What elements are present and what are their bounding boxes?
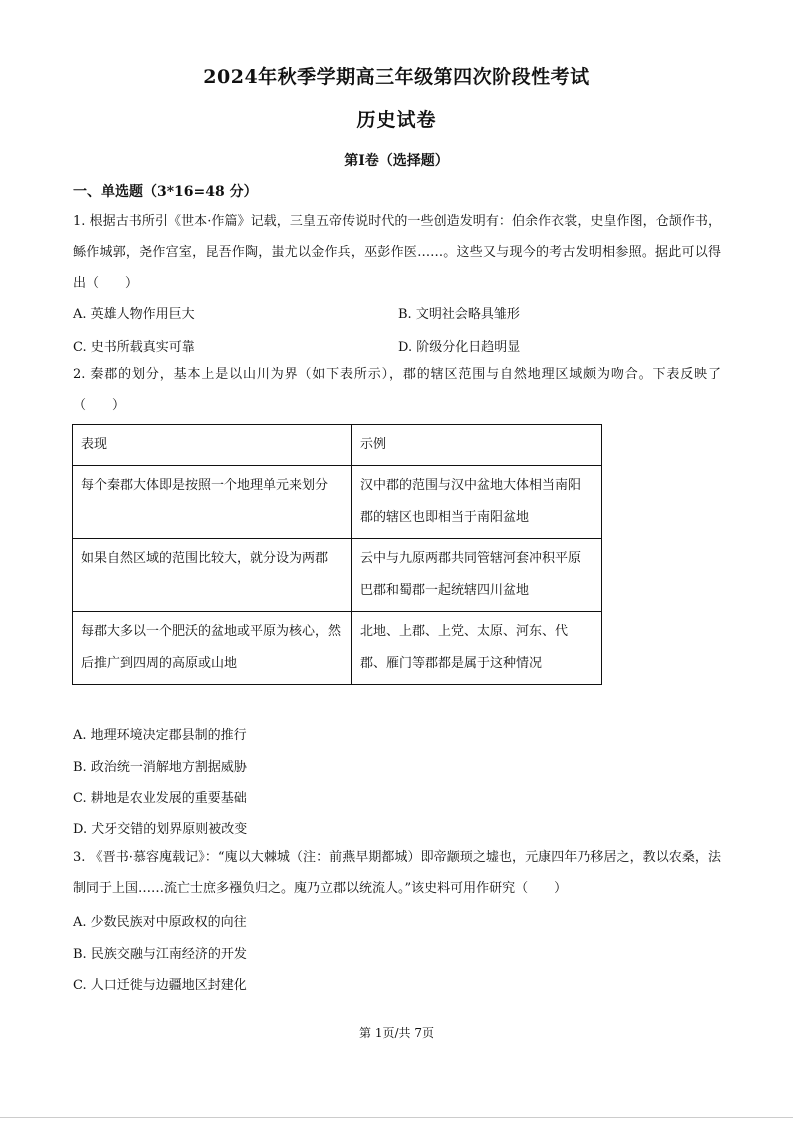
table-header-row <box>73 425 602 466</box>
page-number: 第 1页/共 7页 <box>359 1026 434 1040</box>
question-2-table <box>72 424 602 685</box>
part-heading: 一、单选题（3*16=48 分） <box>73 184 258 200</box>
section-title: 第Ⅰ卷（选择题） <box>344 153 449 169</box>
table-cell: 云中与九原两郡共同管辖河套冲积平原巴郡和蜀郡一起统辖四川盆地 <box>352 539 602 612</box>
question-2-stem: 2. 秦郡的划分，基本上是以山川为界（如下表所示），郡的辖区范围与自然地理区域颇为吻合。下表反映了（ ） <box>73 367 721 413</box>
question-1-option-d[interactable]: D. 阶级分化日趋明显 <box>398 340 521 355</box>
question-1-option-a[interactable]: A. 英雄人物作用巨大 <box>73 307 195 322</box>
table-cell: 每郡大多以一个肥沃的盆地或平原为核心，然后推广到四周的高原或山地 <box>73 612 352 685</box>
question-2-option-a[interactable]: A. 地理环境决定郡县制的推行 <box>73 728 247 743</box>
table-row <box>73 539 602 612</box>
table-header-cell: 示例 <box>352 425 602 466</box>
table-header-cell: 表现 <box>73 425 352 466</box>
question-2-option-b[interactable]: B. 政治统一消解地方割据威胁 <box>73 760 247 775</box>
question-3-option-b[interactable]: B. 民族交融与江南经济的开发 <box>73 947 247 962</box>
table-cell: 汉中郡的范围与汉中盆地大体相当南阳郡的辖区也即相当于南阳盆地 <box>352 466 602 539</box>
table-cell: 每个秦郡大体即是按照一个地理单元来划分 <box>73 466 352 539</box>
table-cell: 如果自然区域的范围比较大，就分设为两郡 <box>73 539 352 612</box>
question-3-stem: 3. 《晋书·慕容廆载记》：“廆以大棘城（注：前燕早期都城）即帝颛顼之墟也，元康四年乃移居之，教以农桑，法制同于上国……流亡士庶多襁负归之。廆乃立郡以统流人。”该史料可用作研究（ ） <box>73 850 721 896</box>
question-1-option-c[interactable]: C. 史书所载真实可靠 <box>73 340 195 355</box>
table-row <box>73 466 602 539</box>
exam-title: 2024年秋季学期高三年级第四次阶段性考试 <box>203 66 590 88</box>
question-2-option-c[interactable]: C. 耕地是农业发展的重要基础 <box>73 791 247 806</box>
exam-subject: 历史试卷 <box>356 109 437 131</box>
question-3-option-c[interactable]: C. 人口迁徙与边疆地区封建化 <box>73 978 247 993</box>
question-3-option-a[interactable]: A. 少数民族对中原政权的向往 <box>73 915 247 930</box>
table-cell: 北地、上郡、上党、太原、河东、代郡、雁门等郡都是属于这种情况 <box>352 612 602 685</box>
page-bottom-divider <box>0 1117 793 1118</box>
question-2-option-d[interactable]: D. 犬牙交错的划界原则被改变 <box>73 822 248 837</box>
question-1-option-b[interactable]: B. 文明社会略具雏形 <box>398 307 520 322</box>
question-1-stem: 1. 根据古书所引《世本·作篇》记载，三皇五帝传说时代的一些创造发明有：伯余作衣裳，史皇作图，仓颉作书，鲧作城郭，尧作宫室，昆吾作陶，蚩尤以金作兵，巫彭作医……。这些又与现今的考古发明相参照。据此可以得出（ ） <box>73 214 721 291</box>
table-row <box>73 612 602 685</box>
